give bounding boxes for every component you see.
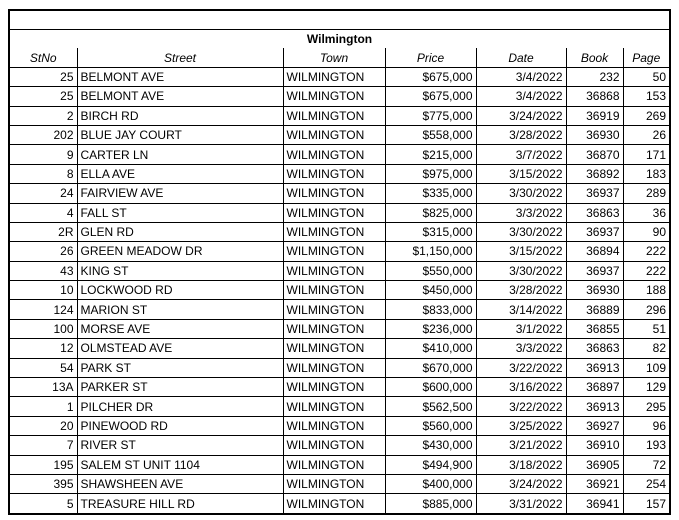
cell-stno: 12 [9, 339, 77, 358]
cell-price: $410,000 [385, 339, 476, 358]
cell-book: 36941 [566, 494, 623, 514]
cell-book: 36910 [566, 436, 623, 455]
cell-date: 3/28/2022 [476, 281, 566, 300]
cell-page: 222 [623, 261, 670, 280]
cell-town: WILMINGTON [283, 455, 385, 474]
cell-town: WILMINGTON [283, 397, 385, 416]
cell-date: 3/30/2022 [476, 184, 566, 203]
cell-town: WILMINGTON [283, 222, 385, 241]
cell-price: $450,000 [385, 281, 476, 300]
cell-book: 36870 [566, 145, 623, 164]
cell-date: 3/1/2022 [476, 319, 566, 338]
table-row [9, 164, 670, 183]
cell-book: 36930 [566, 125, 623, 144]
cell-stno: 9 [9, 145, 77, 164]
cell-town: WILMINGTON [283, 67, 385, 86]
table-body [9, 67, 670, 513]
cell-street: SHAWSHEEN AVE [77, 474, 283, 493]
cell-page: 82 [623, 339, 670, 358]
cell-page: 171 [623, 145, 670, 164]
cell-price: $430,000 [385, 436, 476, 455]
cell-price: $494,900 [385, 455, 476, 474]
cell-book: 36905 [566, 455, 623, 474]
cell-page: 188 [623, 281, 670, 300]
cell-town: WILMINGTON [283, 436, 385, 455]
header-street: Street [77, 48, 283, 67]
cell-stno: 2R [9, 222, 77, 241]
cell-street: OLMSTEAD AVE [77, 339, 283, 358]
cell-stno: 54 [9, 358, 77, 377]
cell-stno: 1 [9, 397, 77, 416]
header-book: Book [566, 48, 623, 67]
sheet-title: Wilmington [9, 30, 670, 49]
cell-stno: 13A [9, 378, 77, 397]
cell-page: 36 [623, 203, 670, 222]
table-row [9, 106, 670, 125]
cell-town: WILMINGTON [283, 261, 385, 280]
cell-price: $1,150,000 [385, 242, 476, 261]
cell-book: 36937 [566, 222, 623, 241]
cell-book: 36930 [566, 281, 623, 300]
cell-price: $315,000 [385, 222, 476, 241]
sales-sheet [8, 9, 669, 515]
cell-book: 36863 [566, 203, 623, 222]
cell-date: 3/4/2022 [476, 67, 566, 86]
cell-stno: 202 [9, 125, 77, 144]
cell-page: 295 [623, 397, 670, 416]
table-row [9, 455, 670, 474]
cell-price: $975,000 [385, 164, 476, 183]
cell-page: 96 [623, 416, 670, 435]
cell-street: MORSE AVE [77, 319, 283, 338]
cell-stno: 100 [9, 319, 77, 338]
cell-page: 254 [623, 474, 670, 493]
cell-town: WILMINGTON [283, 125, 385, 144]
cell-stno: 8 [9, 164, 77, 183]
header-page: Page [623, 48, 670, 67]
cell-price: $675,000 [385, 87, 476, 106]
cell-page: 153 [623, 87, 670, 106]
header-row [9, 48, 670, 67]
cell-date: 3/25/2022 [476, 416, 566, 435]
cell-date: 3/24/2022 [476, 474, 566, 493]
cell-town: WILMINGTON [283, 319, 385, 338]
cell-date: 3/14/2022 [476, 300, 566, 319]
cell-date: 3/31/2022 [476, 494, 566, 514]
cell-town: WILMINGTON [283, 242, 385, 261]
cell-date: 3/21/2022 [476, 436, 566, 455]
cell-town: WILMINGTON [283, 184, 385, 203]
cell-page: 26 [623, 125, 670, 144]
cell-street: MARION ST [77, 300, 283, 319]
table-row [9, 87, 670, 106]
table-row [9, 184, 670, 203]
cell-price: $560,000 [385, 416, 476, 435]
cell-street: RIVER ST [77, 436, 283, 455]
cell-town: WILMINGTON [283, 106, 385, 125]
cell-page: 289 [623, 184, 670, 203]
cell-page: 51 [623, 319, 670, 338]
table-row [9, 261, 670, 280]
cell-book: 36855 [566, 319, 623, 338]
cell-price: $558,000 [385, 125, 476, 144]
cell-date: 3/22/2022 [476, 358, 566, 377]
cell-page: 296 [623, 300, 670, 319]
cell-price: $670,000 [385, 358, 476, 377]
cell-street: BELMONT AVE [77, 67, 283, 86]
cell-street: FAIRVIEW AVE [77, 184, 283, 203]
cell-price: $775,000 [385, 106, 476, 125]
cell-book: 36919 [566, 106, 623, 125]
cell-price: $885,000 [385, 494, 476, 514]
header-town: Town [283, 48, 385, 67]
table-row [9, 397, 670, 416]
cell-price: $550,000 [385, 261, 476, 280]
cell-book: 36894 [566, 242, 623, 261]
table-row [9, 300, 670, 319]
table-row [9, 436, 670, 455]
table-row [9, 125, 670, 144]
header-stno: StNo [9, 48, 77, 67]
cell-street: KING ST [77, 261, 283, 280]
top-blank-row [9, 10, 670, 30]
cell-date: 3/7/2022 [476, 145, 566, 164]
cell-stno: 25 [9, 67, 77, 86]
cell-book: 36897 [566, 378, 623, 397]
cell-price: $236,000 [385, 319, 476, 338]
cell-street: BELMONT AVE [77, 87, 283, 106]
cell-town: WILMINGTON [283, 378, 385, 397]
cell-town: WILMINGTON [283, 300, 385, 319]
cell-price: $215,000 [385, 145, 476, 164]
cell-street: ELLA AVE [77, 164, 283, 183]
cell-book: 36921 [566, 474, 623, 493]
cell-price: $335,000 [385, 184, 476, 203]
cell-price: $833,000 [385, 300, 476, 319]
table-row [9, 474, 670, 493]
cell-date: 3/30/2022 [476, 261, 566, 280]
table-row [9, 319, 670, 338]
cell-page: 269 [623, 106, 670, 125]
cell-town: WILMINGTON [283, 474, 385, 493]
cell-page: 129 [623, 378, 670, 397]
cell-stno: 2 [9, 106, 77, 125]
cell-date: 3/30/2022 [476, 222, 566, 241]
title-row [9, 30, 670, 49]
cell-stno: 10 [9, 281, 77, 300]
cell-price: $562,500 [385, 397, 476, 416]
cell-town: WILMINGTON [283, 339, 385, 358]
cell-book: 36863 [566, 339, 623, 358]
cell-street: TREASURE HILL RD [77, 494, 283, 514]
table-row [9, 145, 670, 164]
cell-town: WILMINGTON [283, 203, 385, 222]
sales-table [8, 9, 671, 515]
cell-stno: 7 [9, 436, 77, 455]
cell-town: WILMINGTON [283, 358, 385, 377]
table-row [9, 339, 670, 358]
cell-book: 36892 [566, 164, 623, 183]
cell-page: 50 [623, 67, 670, 86]
cell-price: $675,000 [385, 67, 476, 86]
cell-stno: 4 [9, 203, 77, 222]
table-row [9, 203, 670, 222]
cell-page: 183 [623, 164, 670, 183]
cell-price: $825,000 [385, 203, 476, 222]
cell-stno: 26 [9, 242, 77, 261]
cell-book: 36913 [566, 358, 623, 377]
cell-street: SALEM ST UNIT 1104 [77, 455, 283, 474]
cell-page: 222 [623, 242, 670, 261]
cell-stno: 24 [9, 184, 77, 203]
cell-book: 36937 [566, 261, 623, 280]
cell-page: 193 [623, 436, 670, 455]
cell-date: 3/18/2022 [476, 455, 566, 474]
cell-book: 36937 [566, 184, 623, 203]
cell-street: FALL ST [77, 203, 283, 222]
cell-book: 36927 [566, 416, 623, 435]
cell-street: LOCKWOOD RD [77, 281, 283, 300]
cell-book: 36889 [566, 300, 623, 319]
cell-stno: 5 [9, 494, 77, 514]
cell-date: 3/16/2022 [476, 378, 566, 397]
cell-street: PILCHER DR [77, 397, 283, 416]
table-row [9, 378, 670, 397]
cell-page: 72 [623, 455, 670, 474]
cell-street: GLEN RD [77, 222, 283, 241]
cell-price: $600,000 [385, 378, 476, 397]
table-row [9, 222, 670, 241]
cell-date: 3/15/2022 [476, 164, 566, 183]
cell-town: WILMINGTON [283, 87, 385, 106]
cell-date: 3/3/2022 [476, 339, 566, 358]
cell-street: BLUE JAY COURT [77, 125, 283, 144]
cell-stno: 25 [9, 87, 77, 106]
cell-street: BIRCH RD [77, 106, 283, 125]
cell-page: 90 [623, 222, 670, 241]
cell-book: 232 [566, 67, 623, 86]
cell-date: 3/22/2022 [476, 397, 566, 416]
table-row [9, 358, 670, 377]
cell-town: WILMINGTON [283, 281, 385, 300]
cell-street: CARTER LN [77, 145, 283, 164]
cell-page: 109 [623, 358, 670, 377]
table-row [9, 242, 670, 261]
table-row [9, 67, 670, 86]
cell-stno: 395 [9, 474, 77, 493]
cell-street: PARK ST [77, 358, 283, 377]
cell-street: PARKER ST [77, 378, 283, 397]
cell-stno: 43 [9, 261, 77, 280]
cell-date: 3/4/2022 [476, 87, 566, 106]
cell-street: GREEN MEADOW DR [77, 242, 283, 261]
blank-cell [9, 10, 670, 30]
cell-page: 157 [623, 494, 670, 514]
cell-date: 3/3/2022 [476, 203, 566, 222]
header-date: Date [476, 48, 566, 67]
cell-town: WILMINGTON [283, 494, 385, 514]
table-row [9, 281, 670, 300]
table-row [9, 494, 670, 514]
cell-date: 3/15/2022 [476, 242, 566, 261]
cell-date: 3/28/2022 [476, 125, 566, 144]
cell-book: 36868 [566, 87, 623, 106]
cell-stno: 124 [9, 300, 77, 319]
cell-stno: 20 [9, 416, 77, 435]
cell-price: $400,000 [385, 474, 476, 493]
cell-book: 36913 [566, 397, 623, 416]
cell-town: WILMINGTON [283, 164, 385, 183]
cell-date: 3/24/2022 [476, 106, 566, 125]
cell-stno: 195 [9, 455, 77, 474]
table-row [9, 416, 670, 435]
cell-town: WILMINGTON [283, 416, 385, 435]
cell-street: PINEWOOD RD [77, 416, 283, 435]
cell-town: WILMINGTON [283, 145, 385, 164]
header-price: Price [385, 48, 476, 67]
